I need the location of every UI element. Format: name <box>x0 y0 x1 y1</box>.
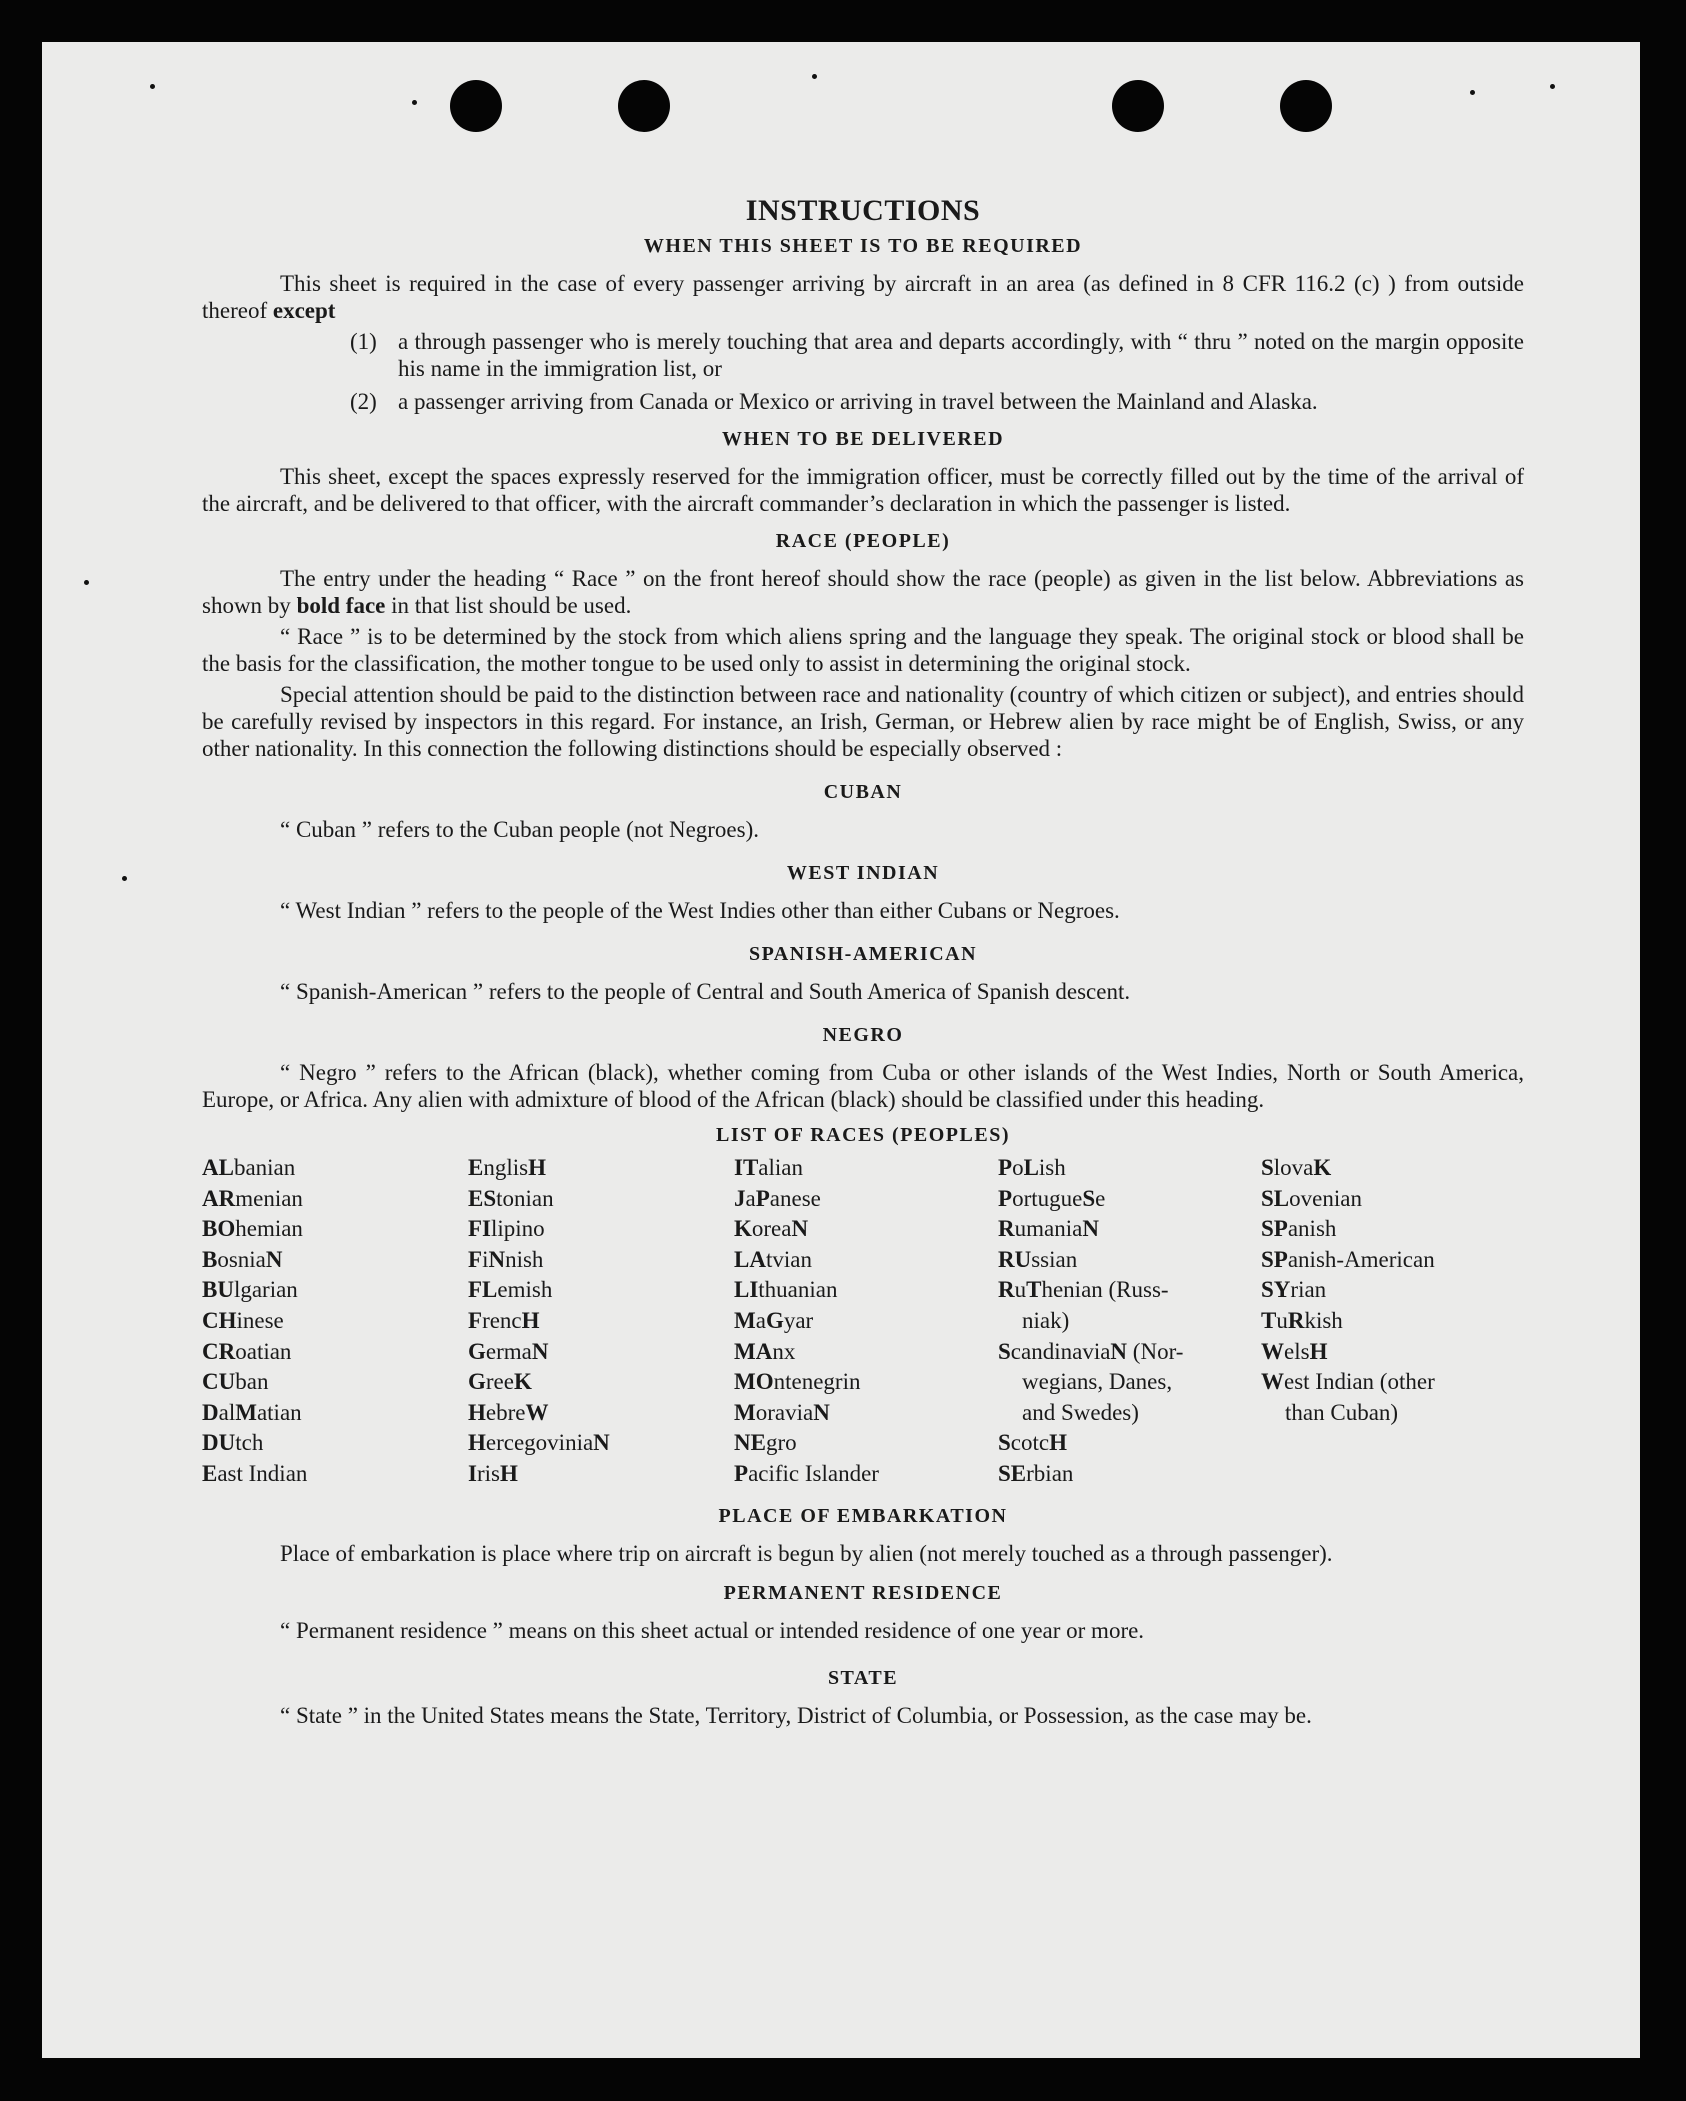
delivered-text: This sheet, except the spaces expressly reserved for the immigration officer, must be correctly filled out by the time of the arrival of the aircraft, and be delivered to that officer, with the aircraft commander’s declaration in which the passenger is listed. <box>202 464 1524 516</box>
race-column <box>734 1153 998 1490</box>
race-item: ARmenian <box>202 1185 303 1211</box>
race-item: ALbanian <box>202 1155 296 1180</box>
race-item: GreeK <box>468 1369 532 1395</box>
race-item: RUssian <box>998 1246 1078 1272</box>
item-text: a passenger arriving from Canada or Mexico or arriving in travel between the Mainland and Alaska. <box>398 389 1318 414</box>
race-paragraph-3: Special attention should be paid to the distinction between race and nationality (country of which citizen or subject), and entries should be carefully revised by inspectors in this regard. For instance, an Irish, German, or Hebrew alien by race might be of English, Swiss, or any other nationality. In this connection the following distinctions should be especially observed : <box>202 682 1524 761</box>
race-column <box>998 1153 1261 1490</box>
race-item: GermaN <box>468 1338 549 1364</box>
race-column <box>468 1153 734 1490</box>
item-number: (1) <box>350 329 377 354</box>
heading-delivered: WHEN TO BE DELIVERED <box>721 428 1005 450</box>
item-number: (2) <box>350 389 377 414</box>
race-item: PortugueSe <box>998 1185 1106 1211</box>
heading-residence: PERMANENT RESIDENCE <box>723 1581 1003 1604</box>
heading-state: STATE <box>827 1666 899 1689</box>
speck <box>150 84 155 89</box>
race-paragraph-1: The entry under the heading “ Race ” on the front hereof should show the race (people) as given in the list below. Abbreviations as shown by bold face in that list should be used. <box>202 566 1524 618</box>
race-column <box>202 1153 468 1490</box>
race-item: IrisH <box>468 1460 518 1486</box>
punch-hole <box>618 80 670 132</box>
punch-hole <box>1280 80 1332 132</box>
race-item: CHinese <box>202 1307 284 1333</box>
race-item: SLovenian <box>1261 1185 1362 1211</box>
race-paragraph-2: “ Race ” is to be determined by the stock from which aliens spring and the language they speak. The original stock or blood shall be the basis for the classification, the mother tongue to be used only to assist in determining the original stock. <box>202 624 1524 676</box>
race-item: and Swedes) <box>1022 1399 1139 1425</box>
punch-hole <box>1112 80 1164 132</box>
race-item: ITalian <box>734 1155 803 1180</box>
race-item: WelsH <box>1261 1338 1328 1364</box>
race-item: wegians, Danes, <box>1022 1369 1173 1395</box>
document-sheet <box>42 42 1640 2058</box>
race-item: NEgro <box>734 1430 797 1456</box>
race-column <box>1261 1153 1524 1490</box>
race-item: Pacific Islander <box>734 1460 879 1486</box>
race-item: SPanish <box>1261 1216 1337 1242</box>
race-item: EStonian <box>468 1185 554 1211</box>
race-item: SYrian <box>1261 1277 1327 1303</box>
race-item: RuThenian (Russ- <box>998 1277 1169 1303</box>
race-item: West Indian (other <box>1261 1369 1435 1395</box>
race-item: East Indian <box>202 1460 308 1486</box>
race-item: KoreaN <box>734 1216 809 1242</box>
race-item: DalMatian <box>202 1399 302 1425</box>
race-item: BUlgarian <box>202 1277 298 1303</box>
race-item: CRoatian <box>202 1338 292 1364</box>
race-item: TuRkish <box>1261 1307 1343 1333</box>
race-item: FiNnish <box>468 1246 544 1272</box>
negro-text: “ Negro ” refers to the African (black), whether coming from Cuba or other islands of the West Indies, North or South America, Europe, or Africa. Any alien with admixture of blood of the African (black) should be classified under this heading. <box>202 1060 1524 1112</box>
speck <box>412 100 417 105</box>
race-item: MOntenegrin <box>734 1369 861 1395</box>
required-item-1 <box>350 328 1524 382</box>
race-item: CUban <box>202 1369 269 1395</box>
punch-hole <box>450 80 502 132</box>
race-item: ScandinaviaN (Nor- <box>998 1338 1184 1364</box>
state-text: “ State ” in the United States means the State, Territory, District of Columbia, or Possession, as the case may be. <box>280 1702 1312 1728</box>
embarkation-text: Place of embarkation is place where trip on aircraft is begun by alien (not merely touched as a through passenger). <box>280 1540 1333 1566</box>
speck <box>1550 84 1555 89</box>
race-item: than Cuban) <box>1285 1399 1399 1425</box>
page-title: INSTRUCTIONS <box>745 194 981 227</box>
list-of-races <box>202 1153 1524 1490</box>
item-text: a through passenger who is merely touching that area and departs accordingly, with “ thru ” noted on the margin opposite his name in the immigration list, or <box>398 329 1524 381</box>
race-item: RumaniaN <box>998 1216 1099 1242</box>
race-item: MoraviaN <box>734 1399 830 1425</box>
west-indian-text: “ West Indian ” refers to the people of the West Indies other than either Cubans or Negroes. <box>280 898 1120 923</box>
race-item: MAnx <box>734 1338 796 1364</box>
race-item: MaGyar <box>734 1307 814 1333</box>
race-item: BosniaN <box>202 1246 283 1272</box>
speck <box>84 580 89 585</box>
instructions-content <box>202 152 1524 1729</box>
race-item: SPanish-American <box>1261 1246 1435 1272</box>
speck <box>812 74 817 79</box>
race-item: JaPanese <box>734 1185 821 1211</box>
heading-list-of-races: LIST OF RACES (PEOPLES) <box>715 1124 1010 1146</box>
race-item: ScotcH <box>998 1430 1067 1456</box>
heading-spanish-american: SPANISH-AMERICAN <box>748 943 978 965</box>
race-item: FrencH <box>468 1307 540 1333</box>
heading-race: RACE (PEOPLE) <box>775 530 951 552</box>
spanish-american-text: “ Spanish-American ” refers to the people of Central and South America of Spanish descent. <box>280 979 1131 1004</box>
race-item: HebreW <box>468 1399 549 1425</box>
required-intro: This sheet is required in the case of every passenger arriving by aircraft in an area (as defined in 8 CFR 116.2 (c) ) from outside thereof except <box>202 271 1524 323</box>
race-item: BOhemian <box>202 1216 303 1242</box>
race-item: FLemish <box>468 1277 553 1303</box>
heading-cuban: CUBAN <box>823 781 903 803</box>
race-item: SlovaK <box>1261 1155 1332 1180</box>
race-item: HercegoviniaN <box>468 1430 610 1456</box>
race-item: LIthuanian <box>734 1277 838 1303</box>
required-item-2 <box>350 388 1524 415</box>
race-item: SErbian <box>998 1460 1074 1486</box>
heading-negro: NEGRO <box>822 1024 904 1046</box>
race-item: EnglisH <box>468 1155 546 1180</box>
cuban-text: “ Cuban ” refers to the Cuban people (not Negroes). <box>280 817 760 842</box>
heading-embarkation: PLACE OF EMBARKATION <box>718 1504 1008 1527</box>
race-item: FIlipino <box>468 1216 545 1242</box>
race-item: PoLish <box>998 1155 1066 1180</box>
speck <box>1470 90 1475 95</box>
residence-text: “ Permanent residence ” means on this sheet actual or intended residence of one year or more. <box>280 1617 1145 1643</box>
race-item: niak) <box>1022 1307 1070 1333</box>
heading-required: WHEN THIS SHEET IS TO BE REQUIRED <box>643 235 1083 257</box>
race-item: DUtch <box>202 1430 264 1456</box>
race-item: LAtvian <box>734 1246 812 1272</box>
heading-west-indian: WEST INDIAN <box>786 862 940 884</box>
speck <box>122 876 127 881</box>
